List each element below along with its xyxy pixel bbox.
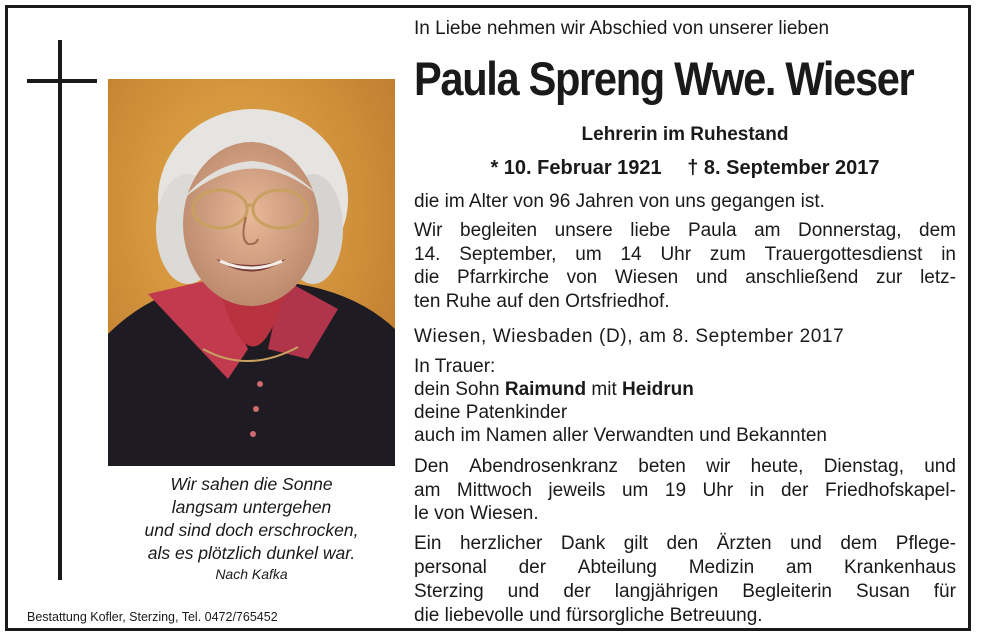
word: Donnerstag, — [797, 220, 902, 241]
word: und — [924, 456, 956, 477]
age-line: die im Alter von 96 Jahren von uns gegangen ist. — [414, 191, 825, 212]
mourners-label: In Trauer: — [414, 356, 496, 377]
word: Ärzten — [716, 533, 772, 554]
word: 14 — [620, 243, 642, 265]
word: von — [566, 267, 598, 288]
word: Friedhofskapel- — [824, 479, 956, 501]
word: langjährigen — [614, 581, 719, 602]
word: letz- — [920, 267, 956, 288]
word: die — [414, 267, 440, 288]
word: für — [933, 581, 956, 602]
son-prefix: dein Sohn — [414, 379, 505, 400]
quote-author: Nach Kafka — [215, 566, 288, 582]
cross-icon-vertical — [58, 40, 62, 580]
word: Medizin — [688, 557, 755, 578]
word: herzlicher — [459, 533, 543, 554]
rosary-line — [414, 455, 956, 479]
intro-line: In Liebe nehmen wir Abschied von unserer lieben — [414, 18, 830, 39]
word: Uhr — [702, 479, 734, 501]
undertaker-contact: Bestattung Kofler, Sterzing, Tel. 0472/765452 — [27, 610, 278, 624]
mourners-godchildren: deine Patenkinder — [414, 402, 568, 423]
word: Begleiterin — [742, 581, 832, 602]
cross-icon-horizontal — [27, 79, 97, 83]
word: dem — [840, 533, 878, 554]
word: der — [518, 557, 547, 578]
thanks-line: die liebevolle und fürsorgliche Betreuung. — [414, 605, 763, 626]
word: 19 — [664, 479, 687, 501]
word: 14. — [414, 243, 441, 265]
rosary-line — [414, 479, 956, 503]
thanks-line — [414, 532, 956, 556]
word: Uhr — [660, 243, 692, 265]
rosary-paragraph — [414, 455, 956, 526]
funeral-line: ten Ruhe auf den Ortsfriedhof. — [414, 290, 670, 312]
word: Paula — [687, 220, 737, 241]
word: wir — [706, 456, 731, 477]
word: Dienstag, — [823, 456, 904, 477]
word: Sterzing — [414, 581, 484, 602]
son-partner: Heidrun — [622, 379, 694, 400]
word: Wir — [414, 220, 443, 241]
funeral-paragraph — [414, 219, 956, 313]
word: zum — [709, 243, 746, 265]
son-mid: mit — [586, 379, 623, 400]
funeral-line — [414, 219, 956, 243]
word: anschließend — [745, 267, 859, 288]
word: und — [695, 267, 728, 288]
life-dates — [414, 157, 956, 180]
word: in — [749, 479, 765, 501]
mourners-relatives: auch im Namen aller Verwandten und Bekannten — [414, 425, 827, 446]
word: September, — [459, 243, 557, 265]
quote-line: als es plötzlich dunkel war. — [147, 543, 356, 563]
word: Susan — [855, 581, 910, 602]
word: jeweils — [548, 479, 606, 501]
quote-line: und sind doch erschrocken, — [144, 520, 359, 540]
word: Krankenhaus — [844, 557, 956, 578]
word: Trauergottesdienst — [764, 243, 923, 265]
quote-line: langsam untergehen — [171, 497, 332, 517]
funeral-line — [414, 243, 956, 267]
word: in — [941, 243, 956, 265]
birth-date: * 10. Februar 1921 — [490, 157, 662, 179]
place-date: Wiesen, Wiesbaden (D), am 8. September 2017 — [414, 326, 845, 347]
word: und — [790, 533, 822, 554]
portrait-photo — [108, 79, 395, 466]
word: und — [507, 581, 540, 602]
word: zur — [875, 267, 903, 288]
word: liebe — [630, 220, 671, 241]
word: heute, — [750, 456, 804, 477]
word: beten — [638, 456, 686, 477]
word: personal — [414, 557, 487, 578]
son-name: Raimund — [504, 379, 587, 400]
thanks-paragraph — [414, 532, 956, 628]
word: am — [785, 557, 813, 578]
deceased-name: Paula Spreng Wwe. Wieser — [414, 52, 914, 105]
word: Dank — [560, 533, 606, 554]
word: am — [754, 220, 781, 241]
word: Pflege- — [895, 533, 956, 554]
quote-line: Wir sahen die Sonne — [170, 474, 333, 494]
word: gilt — [623, 533, 648, 554]
word: den — [666, 533, 699, 554]
word: Ein — [414, 533, 442, 554]
word: Den — [414, 456, 449, 477]
word: unsere — [554, 220, 613, 241]
funeral-line — [414, 266, 956, 290]
word: dem — [919, 220, 956, 241]
word: Wiesen — [614, 267, 679, 288]
word: der — [780, 479, 809, 501]
kafka-quote — [108, 473, 395, 565]
death-date: † 8. September 2017 — [687, 157, 880, 179]
rosary-line: le von Wiesen. — [414, 503, 539, 524]
word: begleiten — [460, 220, 538, 241]
word: am — [414, 479, 441, 501]
word: Abendrosenkranz — [469, 456, 619, 477]
word: der — [563, 581, 591, 602]
word: um — [575, 243, 602, 265]
thanks-line — [414, 580, 956, 604]
occupation: Lehrerin im Ruhestand — [581, 124, 789, 145]
word: Mittwoch — [456, 479, 532, 501]
word: Pfarrkirche — [457, 267, 549, 288]
mourners — [414, 355, 956, 447]
thanks-line — [414, 556, 956, 580]
word: um — [621, 479, 649, 501]
mourners-son — [414, 378, 956, 401]
word: Abteilung — [577, 557, 657, 578]
